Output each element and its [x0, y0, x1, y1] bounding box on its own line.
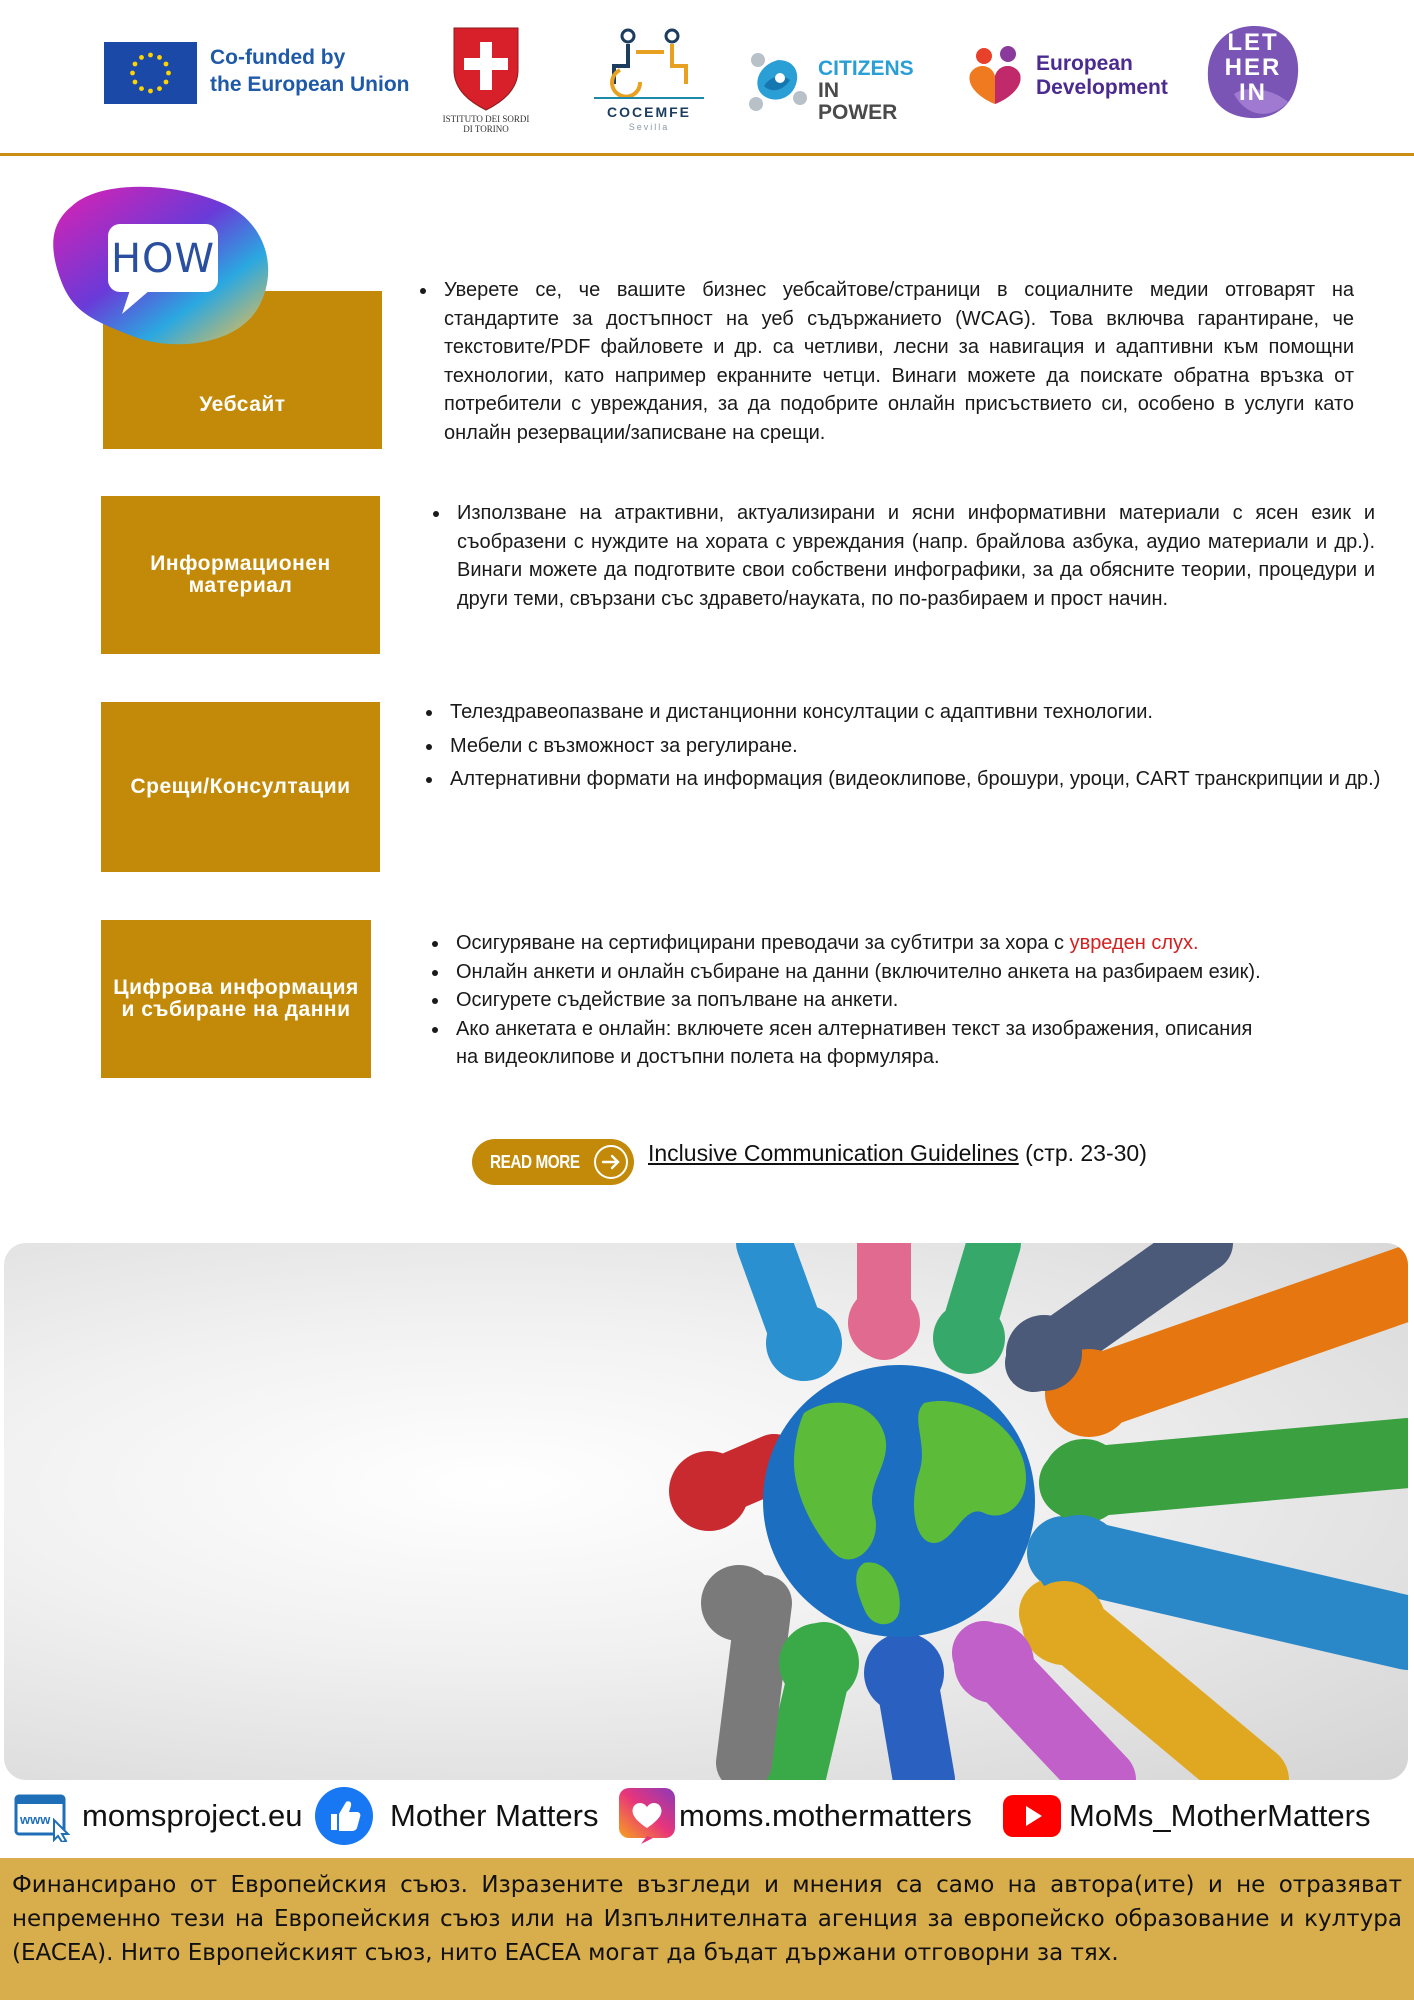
- list-item: • Осигурете съдействие за попълване на анкети.: [450, 986, 1390, 1015]
- website-icon: [14, 1790, 72, 1842]
- section-title-meetings: Срещи/Консултации: [130, 775, 351, 798]
- list-item: • Използване на атрактивни, актуализирани и ясни информативни материали с ясен език и съобразени с нуждите на хората с увреждания (напр. брайлова азбука, аудио материали и др.). Винаги можете да подготвите свои собствени инфографики, за да обясните теории, процедури и други теми, свързани със здравето/науката, по по-разбираем и прост начин.: [451, 499, 1375, 613]
- section-list-meetings: [426, 698, 1398, 799]
- list-item: [450, 929, 1390, 958]
- instagram-heart-icon: [617, 1786, 677, 1846]
- lhi-line3: IN: [1239, 79, 1267, 106]
- torino-shield-icon: [440, 24, 532, 112]
- european-development-logo: [962, 42, 1184, 120]
- facebook-link[interactable]: [314, 1784, 598, 1848]
- eu-logo-line1: Co-funded by: [210, 46, 346, 69]
- list-item: • Алтернативни формати на информация (видеоклипове, брошури, уроци, CART транскрипции и др.): [444, 765, 1398, 794]
- header-divider: [0, 153, 1414, 156]
- ed-line2: Development: [1036, 76, 1168, 99]
- instagram-link[interactable]: [617, 1784, 972, 1848]
- facebook-like-icon: [314, 1786, 374, 1846]
- cocemfe-sub: Sevilla: [628, 122, 670, 132]
- istituto-sordi-torino-logo: [440, 24, 532, 136]
- section-title-website: Уебсайт: [199, 393, 286, 416]
- cocemfe-figures-icon: [590, 26, 708, 102]
- arrow-right-icon: [594, 1145, 628, 1179]
- highlight-text: увреден слух.: [1069, 932, 1199, 954]
- cip-line1: CITIZENS: [818, 57, 914, 80]
- list-item: • Мебели с възможност за регулиране.: [444, 732, 1398, 761]
- eu-disclaimer-footer: [0, 1858, 1414, 2000]
- website-link[interactable]: [14, 1784, 303, 1848]
- youtube-icon: [1003, 1795, 1061, 1837]
- list-item: • Уверете се, че вашите бизнес уебсайтове/страници в социалните медии отговарят на стандартите за достъпност на уеб съдържанието (WCAG). Това включва гарантиране, че текстовите/PDF файловете и др. са четливи, лесни за навигация и адаптивни към помощни технологии, като например екранните четци. Винаги можете да поискате обратна връзка от потребители с увреждания, за да подобрите онлайн присъствието си, особено в услуги като онлайн резервации/записване на срещи.: [438, 276, 1354, 447]
- how-badge: [52, 186, 274, 352]
- lhi-line2: HER: [1224, 54, 1282, 81]
- hands-around-globe-image: [4, 1243, 1408, 1780]
- section-title-info-material: Информационен материал: [150, 552, 331, 597]
- lhi-line1: LET: [1227, 29, 1279, 56]
- read-more-label: READ MORE: [490, 1152, 580, 1172]
- read-more-button[interactable]: [472, 1139, 634, 1185]
- list-item: • Ако анкетата е онлайн: включете ясен алтернативен текст за изображения, описания на видеоклипове и достъпни полета на формуляра.: [450, 1015, 1390, 1072]
- ed-line1: European: [1036, 52, 1133, 75]
- section-list-website: [420, 276, 1354, 447]
- section-list-info-material: [433, 499, 1375, 613]
- website-text: momsproject.eu: [82, 1798, 303, 1833]
- guidelines-link[interactable]: Inclusive Communication Guidelines: [648, 1140, 1019, 1166]
- facebook-text: Mother Matters: [390, 1798, 599, 1833]
- youtube-link[interactable]: [1003, 1784, 1370, 1848]
- how-badge-text: HOW: [110, 236, 216, 282]
- section-box-info-material: [101, 496, 380, 654]
- torino-caption-line1: ISTITUTO DEI SORDI: [442, 114, 530, 124]
- cip-line2: IN POWER: [818, 79, 898, 124]
- section-list-digital-info: [432, 929, 1390, 1072]
- website-icon-text: www: [20, 1812, 51, 1827]
- list-item: • Онлайн анкети и онлайн събиране на данни (включително анкета на разбираем език).: [450, 958, 1390, 987]
- social-links-row: [0, 1784, 1414, 1848]
- guidelines-pages: (стр. 23-30): [1018, 1140, 1147, 1166]
- let-her-in-logo: [1204, 24, 1302, 122]
- european-development-icon: [962, 42, 1028, 108]
- citizens-in-power-icon: [742, 46, 814, 118]
- torino-caption-line2: DI TORINO: [463, 124, 509, 134]
- cocemfe-logo: [590, 26, 708, 138]
- section-box-meetings: [101, 702, 380, 872]
- citizens-in-power-logo: [742, 46, 922, 124]
- read-more-reference: [648, 1140, 1147, 1167]
- list-item: • Телездравеопазване и дистанционни консултации с адаптивни технологии.: [444, 698, 1398, 727]
- list-item-text: Осигуряване на сертифицирани преводачи за субтитри за хора с: [456, 932, 1070, 954]
- eu-cofunded-logo: [104, 40, 414, 110]
- youtube-text: MoMs_MotherMatters: [1069, 1798, 1371, 1833]
- instagram-text: moms.mothermatters: [679, 1798, 972, 1833]
- section-box-digital-info: [101, 920, 371, 1078]
- eu-flag-icon: [104, 42, 197, 104]
- eu-logo-line2: the European Union: [210, 73, 410, 96]
- cocemfe-name: COCEMFE: [607, 104, 691, 120]
- disclaimer-text: Финансирано от Европейския съюз. Изразените възгледи и мнения са само на автора(ите) и не отразяват непременно тези на Европейския съюз или на Изпълнителната агенция за европейско образование и култура (EACEA). Нито Европейският съюз, нито EACEA могат да бъдат държани отговорни за тях.: [12, 1872, 1402, 1966]
- section-title-digital-info: Цифрова информация и събиране на данни: [113, 976, 359, 1021]
